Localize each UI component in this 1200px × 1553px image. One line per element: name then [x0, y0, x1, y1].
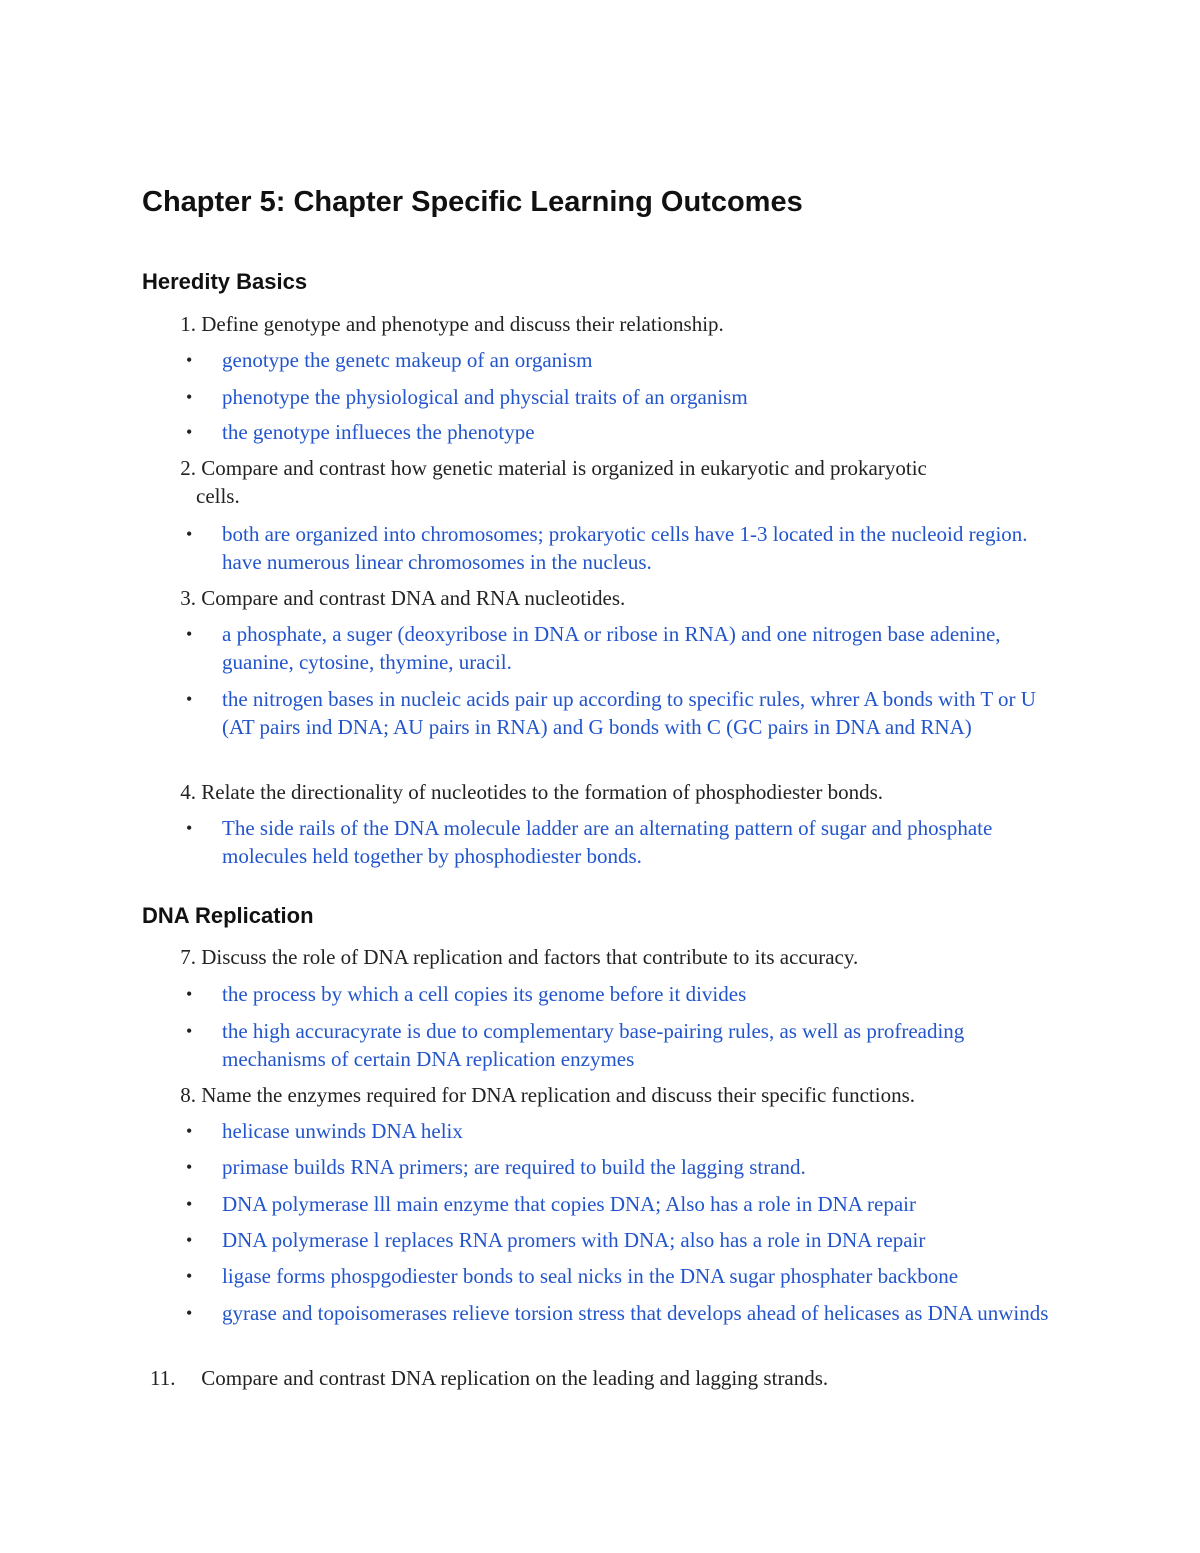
bullet-icon: • — [186, 624, 193, 644]
answer-text: genotype the genetc makeup of an organism — [222, 348, 593, 372]
outcome-text: Compare and contrast DNA replication on the leading and lagging strands. — [201, 1366, 829, 1390]
answer-text: gyrase and topoisomerases relieve torsion stress that develops ahead of helicases as DNA unwinds — [222, 1301, 1049, 1325]
outcome-text: Compare and contrast how genetic material is organized in eukaryotic and prokaryotic — [201, 456, 927, 480]
answer-item — [186, 520, 1066, 576]
answer-item — [186, 1299, 1066, 1327]
answer-item — [186, 1190, 1066, 1218]
bullet-icon: • — [186, 1157, 193, 1177]
answer-item — [186, 1017, 1066, 1073]
outcome-number: 1. — [180, 312, 196, 336]
answer-item — [186, 1153, 1066, 1181]
outcome-text: Relate the directionality of nucleotides to the formation of phosphodiester bonds. — [201, 780, 884, 804]
bullet-icon: • — [186, 1266, 193, 1286]
outcome-item — [170, 584, 1060, 612]
bullet-icon: • — [186, 1230, 193, 1250]
outcome-number: 4. — [180, 780, 196, 804]
outcome-number: 2. — [180, 456, 196, 480]
answer-item — [186, 346, 1066, 374]
outcome-text: Discuss the role of DNA replication and factors that contribute to its accuracy. — [201, 945, 859, 969]
section-heading-dna-replication: DNA Replication — [142, 903, 314, 928]
answer-text: both are organized into chromosomes; prokaryotic cells have 1-3 located in the nucleoid region. have numerous linear chromosomes in the nucleus. — [222, 522, 1028, 574]
page-title: Chapter 5: Chapter Specific Learning Outcomes — [142, 186, 803, 218]
answer-item — [186, 814, 1066, 870]
answer-item — [186, 685, 1066, 741]
outcome-number: 11. — [150, 1366, 176, 1390]
answer-item — [186, 1226, 1066, 1254]
bullet-icon: • — [186, 1303, 193, 1323]
answer-text: the genotype influeces the phenotype — [222, 420, 535, 444]
outcome-text: Define genotype and phenotype and discuss their relationship. — [201, 312, 724, 336]
answer-text: the process by which a cell copies its genome before it divides — [222, 982, 747, 1006]
answer-text: the nitrogen bases in nucleic acids pair up according to specific rules, whrer A bonds with T or U (AT pairs ind DNA; AU pairs in RNA) and G bonds with C (GC pairs in DNA and RNA) — [222, 687, 1036, 739]
answer-item — [186, 1117, 1066, 1145]
bullet-icon: • — [186, 689, 193, 709]
answer-text: DNA polymerase l replaces RNA promers with DNA; also has a role in DNA repair — [222, 1228, 926, 1252]
outcome-number: 8. — [180, 1083, 196, 1107]
outcome-number: 7. — [180, 945, 196, 969]
bullet-icon: • — [186, 1121, 193, 1141]
answer-text: a phosphate, a suger (deoxyribose in DNA or ribose in RNA) and one nitrogen base adenine, guanine, cytosine, thymine, uracil. — [222, 622, 1001, 674]
outcome-item — [150, 1364, 1040, 1392]
answer-text: the high accuracyrate is due to complementary base-pairing rules, as well as profreading mechanisms of certain DNA replication enzymes — [222, 1019, 965, 1071]
outcome-item — [170, 310, 1060, 338]
bullet-icon: • — [186, 984, 193, 1004]
bullet-icon: • — [186, 524, 193, 544]
section-heading-heredity-basics: Heredity Basics — [142, 269, 308, 294]
answer-item — [186, 1262, 1066, 1290]
bullet-icon: • — [186, 387, 193, 407]
answer-text: helicase unwinds DNA helix — [222, 1119, 463, 1143]
outcome-text: Name the enzymes required for DNA replication and discuss their specific functions. — [201, 1083, 916, 1107]
outcome-text: Compare and contrast DNA and RNA nucleotides. — [201, 586, 626, 610]
bullet-icon: • — [186, 1194, 193, 1214]
answer-item — [186, 383, 1066, 411]
outcome-item — [170, 1081, 1060, 1109]
answer-text: ligase forms phospgodiester bonds to seal nicks in the DNA sugar phosphater backbone — [222, 1264, 959, 1288]
answer-text: phenotype the physiological and physcial traits of an organism — [222, 385, 748, 409]
bullet-icon: • — [186, 350, 193, 370]
outcome-text-continued: cells. — [196, 484, 240, 508]
answer-text: The side rails of the DNA molecule ladder are an alternating pattern of sugar and phosphate molecules held together by phosphodiester bonds. — [222, 816, 993, 868]
answer-item — [186, 418, 1066, 446]
bullet-icon: • — [186, 422, 193, 442]
outcome-item — [170, 454, 1060, 510]
outcome-item — [170, 778, 1060, 806]
answer-item — [186, 620, 1066, 676]
bullet-icon: • — [186, 818, 193, 838]
answer-text: primase builds RNA primers; are required to build the lagging strand. — [222, 1155, 806, 1179]
answer-item — [186, 980, 1066, 1008]
answer-text: DNA polymerase lll main enzyme that copies DNA; Also has a role in DNA repair — [222, 1192, 917, 1216]
outcome-number: 3. — [180, 586, 196, 610]
bullet-icon: • — [186, 1021, 193, 1041]
outcome-item — [170, 943, 1060, 971]
